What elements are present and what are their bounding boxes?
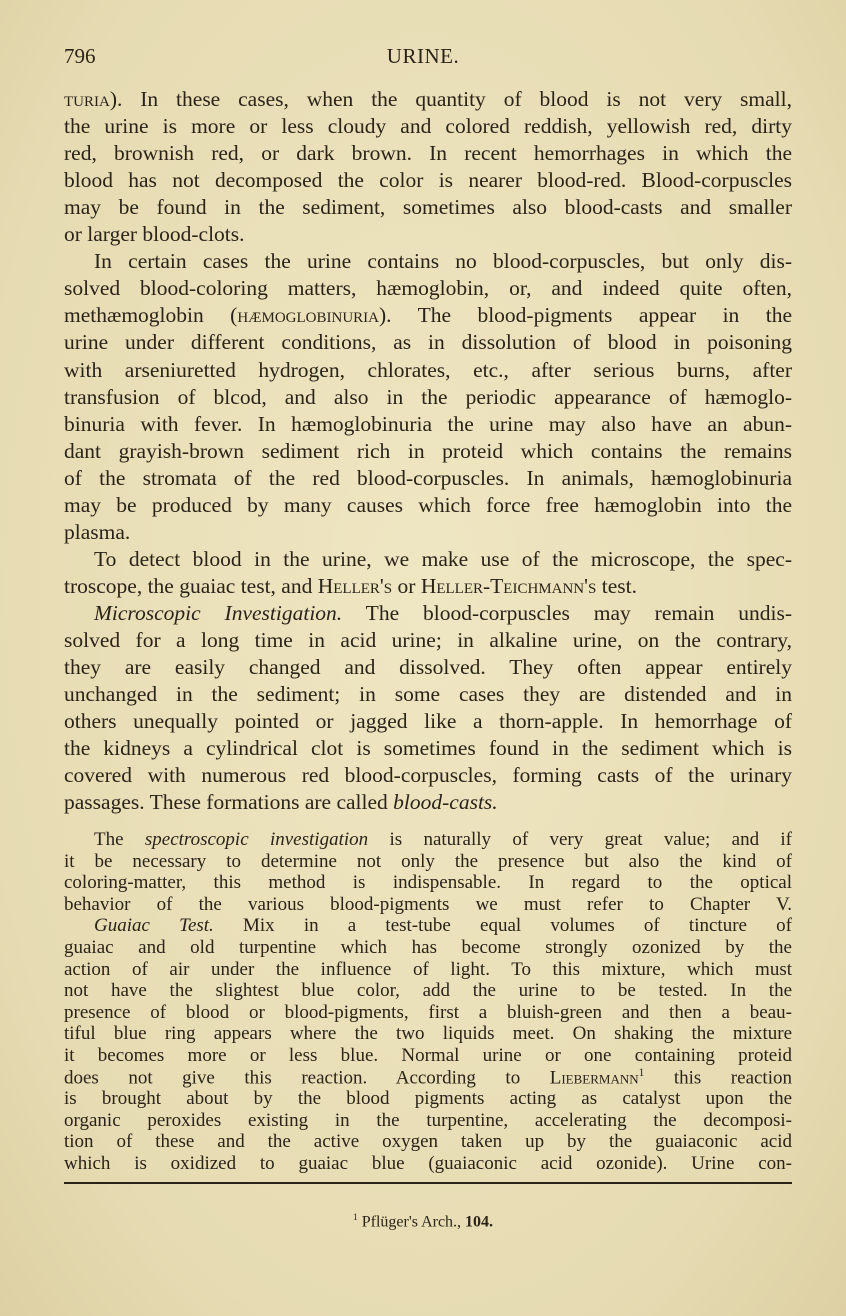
footnote-marker: 1 [352, 1212, 358, 1223]
text-line [64, 251, 792, 273]
text-line [64, 465, 792, 490]
text-segment: The blood-corpuscles may remain undis- [342, 600, 792, 625]
text-segment: it becomes more or less blue. Normal urine or one containing proteid [64, 1045, 792, 1066]
text-segment: test. [596, 573, 637, 598]
text-line [64, 384, 792, 409]
text-segment: not have the slightest blue color, add the urine to be tested. In the [64, 980, 792, 1002]
text-segment: The [94, 829, 145, 850]
text-line [64, 792, 792, 814]
text-line [64, 852, 792, 871]
text-line [64, 981, 792, 1000]
text-segment: the kidneys a cylindrical clot is sometimes found in the sediment which is [64, 736, 792, 761]
text-segment: the urine is more or less cloudy and colored reddish, yellowish red, dirty [64, 114, 792, 139]
text-line [64, 711, 792, 733]
text-line [64, 630, 792, 652]
text-segment: To detect blood in the urine, we make use of the microscope, the spec- [94, 546, 792, 571]
text-line [64, 143, 792, 165]
text-segment: red, brownish red, or dark brown. In recent hemorrhages in which the [64, 141, 792, 166]
text-segment: solved for a long time in acid urine; in alkaline urine, on the contrary, [64, 628, 792, 652]
footnote-rule [64, 1182, 792, 1184]
text-segment: or larger blood-clots. [64, 222, 245, 247]
text-segment: with arseniuretted hydrogen, chlorates, etc., after serious burns, after [64, 357, 792, 382]
text-segment: which is oxidized to guaiac blue (guaiaconic acid ozonide). Urine con- [64, 1153, 792, 1174]
text-line [64, 1111, 792, 1130]
text-line [64, 960, 792, 979]
text-line [64, 546, 792, 571]
text-line [64, 197, 792, 219]
text-line [64, 830, 792, 849]
text-line [64, 684, 792, 706]
text-line [64, 1154, 792, 1173]
text-line [64, 765, 792, 787]
text-line [64, 573, 792, 598]
text-line [64, 1024, 792, 1043]
text-segment: methæmoglobin ( [64, 303, 238, 328]
text-line [64, 89, 792, 111]
text-segment: dant grayish-brown sediment rich in proteid which contains the remains [64, 438, 792, 463]
text-segment: behavior of the various blood-pigments we must refer to Chapter V. [64, 893, 792, 915]
text-segment: ). The blood-pigments appear in the [379, 303, 792, 328]
text-segment: coloring-matter, this method is indispensable. In regard to the optical [64, 872, 792, 894]
page-number: 796 [64, 44, 96, 68]
running-title: URINE. [386, 44, 460, 68]
text-line [64, 224, 792, 246]
text-segment: blood-casts. [393, 790, 498, 815]
text-line [64, 1003, 792, 1022]
text-line [64, 738, 792, 760]
text-line [64, 357, 792, 382]
text-line [64, 278, 792, 300]
text-segment: unchanged in the sediment; in some cases they are distended and in [64, 682, 792, 707]
text-line [64, 116, 792, 138]
text-segment: is brought about by the blood pigments acting as catalyst upon the [64, 1088, 792, 1110]
text-line [64, 438, 792, 463]
text-line [64, 170, 792, 192]
footnote-volume: 104. [465, 1213, 494, 1231]
text-line [64, 1068, 792, 1087]
text-line [64, 1046, 792, 1065]
text-segment: tion of these and the active oxygen taken up by the guaiaconic acid [64, 1131, 792, 1153]
text-segment: or [392, 573, 421, 598]
text-segment: hæmoglobinuria [237, 303, 380, 328]
text-segment: of the stromata of the red blood-corpuscles. In animals, hæmoglobinuria [64, 465, 792, 490]
text-segment: tiful blue ring appears where the two liquids meet. On shaking the mixture [64, 1023, 792, 1045]
text-line [64, 873, 792, 892]
text-segment: Liebermann [549, 1066, 639, 1088]
text-segment: Heller-Teichmann's [420, 573, 597, 598]
text-segment: Microscopic Investigation. [94, 600, 343, 625]
footnote-reference: 1 [638, 1066, 645, 1079]
text-line [64, 411, 792, 436]
text-segment: urine under different conditions, as in dissolution of blood in poisoning [64, 330, 792, 355]
text-segment: passages. These formations are called [64, 790, 394, 815]
text-line [64, 1089, 792, 1108]
text-segment: Mix in a test-tube equal volumes of tincture of [213, 915, 792, 937]
text-segment: guaiac and old turpentine which has become strongly ozonized by the [64, 937, 792, 958]
text-line [64, 332, 792, 354]
text-segment: turia [64, 87, 110, 111]
text-segment: ). In these cases, when the quantity of blood is not very small, [109, 87, 792, 111]
footnote [0, 1212, 846, 1231]
text-segment: this reaction [644, 1066, 792, 1088]
text-segment: Guaiac Test. [94, 915, 214, 937]
footnote-text: Pflüger's Arch., [357, 1213, 466, 1231]
text-line [64, 938, 792, 957]
text-line [64, 519, 792, 544]
text-line [64, 492, 792, 517]
text-segment: organic peroxides existing in the turpentine, accelerating the decomposi- [64, 1109, 792, 1131]
text-segment: spectroscopic investigation [144, 829, 369, 850]
text-segment: transfusion of blcod, and also in the periodic appearance of hæmoglo- [64, 384, 792, 409]
text-segment: is naturally of very great value; and if [368, 829, 793, 850]
text-segment: does not give this reaction. According to [64, 1066, 550, 1088]
text-segment: In certain cases the urine contains no blood-corpuscles, but only dis- [94, 249, 792, 274]
text-segment: covered with numerous red blood-corpuscles, forming casts of the urinary [64, 763, 792, 788]
text-segment: others unequally pointed or jagged like a thorn-apple. In hemorrhage of [64, 709, 792, 734]
text-line [64, 657, 792, 679]
text-line [64, 916, 792, 935]
text-line [64, 600, 792, 625]
text-segment: Heller's [317, 573, 393, 598]
text-segment: presence of blood or blood-pigments, first a bluish-green and then a beau- [64, 1001, 792, 1023]
text-segment: may be produced by many causes which force free hæmoglobin into the [64, 492, 792, 517]
text-line [64, 895, 792, 914]
text-segment: binuria with fever. In hæmoglobinuria the urine may also have an abun- [64, 411, 792, 436]
text-segment: blood has not decomposed the color is nearer blood-red. Blood-corpuscles [64, 168, 792, 193]
text-segment: it be necessary to determine not only the presence but also the kind of [64, 850, 792, 872]
text-segment: may be found in the sediment, sometimes also blood-casts and smaller [64, 195, 792, 220]
text-segment: solved blood-coloring matters, hæmoglobin, or, and indeed quite often, [64, 276, 792, 301]
text-segment: troscope, the guaiac test, and [64, 573, 318, 598]
text-line [64, 305, 792, 327]
text-segment: plasma. [64, 519, 131, 544]
text-segment: they are easily changed and dissolved. They often appear entirely [64, 655, 792, 680]
text-line [64, 1132, 792, 1151]
text-segment: action of air under the influence of light. To this mixture, which must [64, 958, 792, 980]
